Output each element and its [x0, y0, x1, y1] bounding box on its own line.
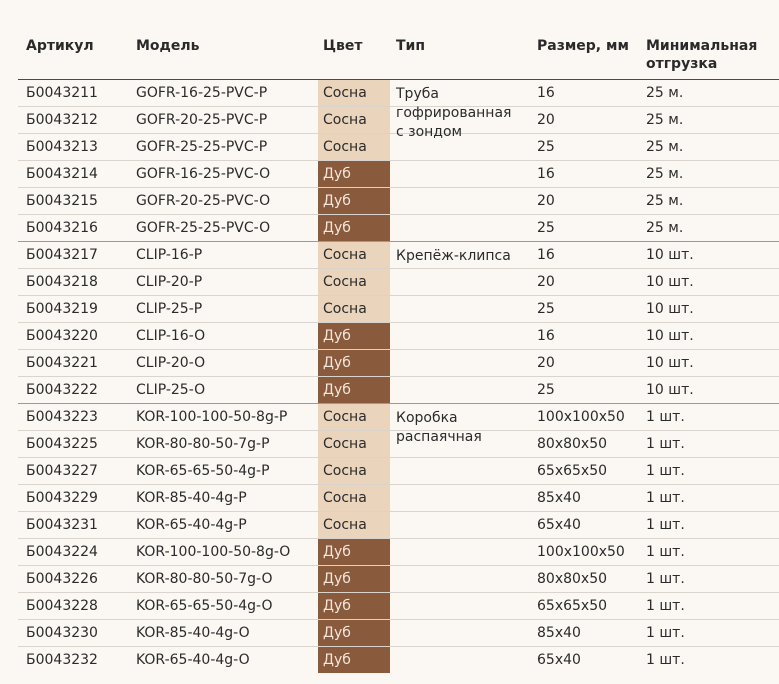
cell-article: Б0043228 — [26, 598, 98, 614]
header-size: Размер, мм — [537, 38, 629, 54]
cell-article: Б0043229 — [26, 490, 98, 506]
cell-model: KOR-80-80-50-7g-P — [136, 436, 270, 452]
table-body — [18, 80, 779, 673]
cell-size: 16 — [537, 328, 555, 344]
cell-article: Б0043214 — [26, 166, 98, 182]
cell-article: Б0043218 — [26, 274, 98, 290]
cell-article: Б0043211 — [26, 85, 98, 101]
cell-article: Б0043226 — [26, 571, 98, 587]
group-type-line: Крепёж-клипса — [396, 248, 511, 264]
cell-article: Б0043232 — [26, 652, 98, 668]
row-group — [18, 80, 779, 242]
header-color: Цвет — [323, 38, 363, 54]
cell-size: 80x80x50 — [537, 436, 608, 452]
cell-min-shipment: 25 м. — [646, 220, 684, 236]
cell-min-shipment: 10 шт. — [646, 301, 694, 317]
cell-article: Б0043225 — [26, 436, 98, 452]
cell-color: Дуб — [318, 539, 390, 565]
table-row — [18, 511, 779, 538]
cell-model: KOR-65-40-4g-O — [136, 652, 250, 668]
cell-min-shipment: 25 м. — [646, 112, 684, 128]
cell-size: 20 — [537, 112, 555, 128]
cell-model: GOFR-16-25-PVC-O — [136, 166, 271, 182]
cell-model: KOR-85-40-4g-O — [136, 625, 250, 641]
cell-color: Сосна — [318, 296, 390, 322]
table-row — [18, 484, 779, 511]
group-type-label — [396, 247, 526, 266]
cell-article: Б0043221 — [26, 355, 98, 371]
cell-color: Сосна — [318, 269, 390, 295]
cell-size: 65x65x50 — [537, 463, 608, 479]
group-type-line: Коробка — [396, 410, 458, 426]
cell-size: 65x65x50 — [537, 598, 608, 614]
table-row — [18, 592, 779, 619]
cell-article: Б0043216 — [26, 220, 98, 236]
cell-size: 100x100x50 — [537, 409, 625, 425]
cell-color: Сосна — [318, 512, 390, 538]
table-row — [18, 349, 779, 376]
cell-article: Б0043212 — [26, 112, 98, 128]
cell-model: KOR-65-65-50-4g-P — [136, 463, 270, 479]
table-header — [18, 0, 779, 80]
table-row — [18, 619, 779, 646]
cell-color: Дуб — [318, 377, 390, 403]
cell-model: GOFR-20-25-PVC-O — [136, 193, 271, 209]
cell-article: Б0043224 — [26, 544, 98, 560]
cell-size: 20 — [537, 274, 555, 290]
cell-size: 85x40 — [537, 490, 581, 506]
cell-model: KOR-85-40-4g-P — [136, 490, 247, 506]
product-table — [18, 0, 779, 673]
cell-size: 65x40 — [537, 517, 581, 533]
group-type-line: распаячная — [396, 429, 482, 445]
group-type-label — [396, 409, 526, 447]
cell-article: Б0043217 — [26, 247, 98, 263]
header-min-line1: Минимальная — [646, 38, 758, 54]
group-type-line: с зондом — [396, 124, 463, 140]
cell-size: 20 — [537, 355, 555, 371]
cell-color: Сосна — [318, 107, 390, 133]
cell-article: Б0043219 — [26, 301, 98, 317]
cell-model: KOR-100-100-50-8g-O — [136, 544, 291, 560]
cell-min-shipment: 1 шт. — [646, 571, 685, 587]
cell-model: CLIP-16-O — [136, 328, 206, 344]
row-group — [18, 404, 779, 673]
cell-model: CLIP-25-P — [136, 301, 203, 317]
table-row — [18, 457, 779, 484]
table-row — [18, 295, 779, 322]
cell-model: GOFR-16-25-PVC-P — [136, 85, 268, 101]
cell-model: KOR-65-40-4g-P — [136, 517, 247, 533]
cell-article: Б0043230 — [26, 625, 98, 641]
cell-min-shipment: 1 шт. — [646, 652, 685, 668]
table-row — [18, 268, 779, 295]
group-type-line: Труба — [396, 86, 439, 102]
cell-color: Дуб — [318, 161, 390, 187]
table-row — [18, 214, 779, 241]
cell-color: Дуб — [318, 188, 390, 214]
cell-article: Б0043220 — [26, 328, 98, 344]
cell-color: Дуб — [318, 647, 390, 673]
group-type-label — [396, 85, 526, 142]
cell-min-shipment: 1 шт. — [646, 544, 685, 560]
cell-article: Б0043227 — [26, 463, 98, 479]
cell-color: Дуб — [318, 323, 390, 349]
header-model: Модель — [136, 38, 200, 54]
cell-color: Дуб — [318, 593, 390, 619]
cell-model: GOFR-25-25-PVC-P — [136, 139, 268, 155]
cell-min-shipment: 1 шт. — [646, 436, 685, 452]
cell-article: Б0043222 — [26, 382, 98, 398]
cell-size: 20 — [537, 193, 555, 209]
cell-color: Дуб — [318, 350, 390, 376]
cell-min-shipment: 1 шт. — [646, 463, 685, 479]
cell-color: Сосна — [318, 80, 390, 106]
cell-size: 25 — [537, 139, 555, 155]
cell-size: 16 — [537, 85, 555, 101]
header-min-line2: отгрузка — [646, 56, 718, 72]
cell-article: Б0043213 — [26, 139, 98, 155]
row-group — [18, 242, 779, 404]
group-type-line: гофрированная — [396, 105, 512, 121]
cell-min-shipment: 1 шт. — [646, 517, 685, 533]
cell-color: Сосна — [318, 134, 390, 160]
cell-min-shipment: 10 шт. — [646, 382, 694, 398]
header-article: Артикул — [26, 38, 94, 54]
cell-model: CLIP-20-P — [136, 274, 203, 290]
cell-min-shipment: 10 шт. — [646, 355, 694, 371]
cell-min-shipment: 25 м. — [646, 85, 684, 101]
cell-size: 25 — [537, 382, 555, 398]
cell-size: 80x80x50 — [537, 571, 608, 587]
cell-article: Б0043231 — [26, 517, 98, 533]
cell-model: CLIP-20-O — [136, 355, 206, 371]
table-row — [18, 322, 779, 349]
header-type: Тип — [396, 38, 426, 54]
header-min-shipment — [646, 37, 757, 73]
cell-model: GOFR-20-25-PVC-P — [136, 112, 268, 128]
cell-min-shipment: 10 шт. — [646, 274, 694, 290]
cell-min-shipment: 10 шт. — [646, 247, 694, 263]
cell-model: CLIP-25-O — [136, 382, 206, 398]
table-row — [18, 187, 779, 214]
cell-model: KOR-65-65-50-4g-O — [136, 598, 273, 614]
table-row — [18, 565, 779, 592]
cell-color: Дуб — [318, 566, 390, 592]
cell-size: 25 — [537, 301, 555, 317]
cell-model: CLIP-16-P — [136, 247, 203, 263]
cell-size: 100x100x50 — [537, 544, 625, 560]
cell-color: Сосна — [318, 431, 390, 457]
cell-size: 16 — [537, 166, 555, 182]
cell-min-shipment: 1 шт. — [646, 598, 685, 614]
table-row — [18, 646, 779, 673]
cell-article: Б0043223 — [26, 409, 98, 425]
cell-min-shipment: 1 шт. — [646, 625, 685, 641]
cell-color: Сосна — [318, 485, 390, 511]
cell-size: 65x40 — [537, 652, 581, 668]
cell-min-shipment: 25 м. — [646, 193, 684, 209]
cell-model: KOR-80-80-50-7g-O — [136, 571, 273, 587]
cell-article: Б0043215 — [26, 193, 98, 209]
cell-min-shipment: 25 м. — [646, 139, 684, 155]
table-row — [18, 538, 779, 565]
cell-model: KOR-100-100-50-8g-P — [136, 409, 288, 425]
cell-color: Сосна — [318, 242, 390, 268]
cell-size: 85x40 — [537, 625, 581, 641]
cell-color: Сосна — [318, 404, 390, 430]
cell-color: Дуб — [318, 215, 390, 241]
table-row — [18, 160, 779, 187]
table-row — [18, 376, 779, 403]
cell-min-shipment: 1 шт. — [646, 409, 685, 425]
cell-size: 25 — [537, 220, 555, 236]
cell-model: GOFR-25-25-PVC-O — [136, 220, 271, 236]
cell-min-shipment: 1 шт. — [646, 490, 685, 506]
cell-color: Сосна — [318, 458, 390, 484]
cell-color: Дуб — [318, 620, 390, 646]
cell-min-shipment: 25 м. — [646, 166, 684, 182]
cell-min-shipment: 10 шт. — [646, 328, 694, 344]
cell-size: 16 — [537, 247, 555, 263]
